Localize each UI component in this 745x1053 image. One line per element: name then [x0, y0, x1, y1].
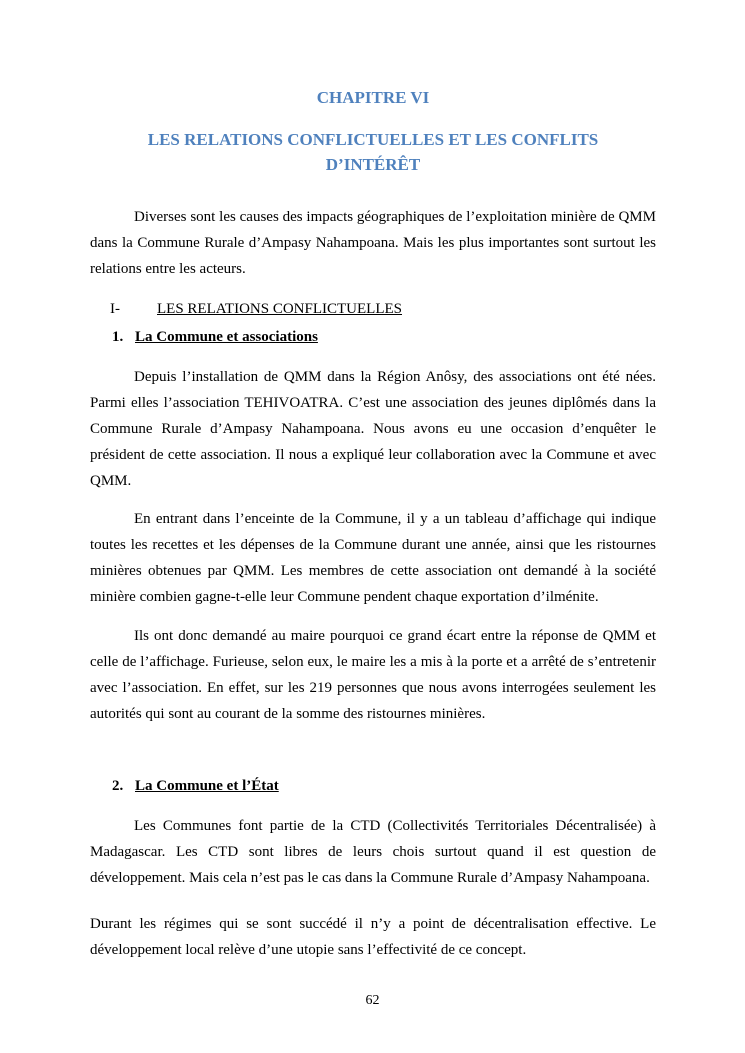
heading-assoc-label: La Commune et associations [135, 329, 318, 345]
heading-roman-label: LES RELATIONS CONFLICTUELLES [157, 301, 402, 317]
heading-etat-number: 2. [112, 778, 124, 794]
heading-commune-etat [112, 776, 656, 796]
heading-etat-label: La Commune et l’État [135, 778, 279, 794]
page-number: 62 [365, 993, 380, 1008]
paragraph-association-1: Depuis l’installation de QMM dans la Région Anôsy, des associations ont été nées. Parmi elles l’association TEHIVOATRA. C’est une association des jeunes diplômés dans la Commune Rurale d’Ampasy Nahampoana. Nous avons eu une occasion d’enquêter le président de cette association. Il nous a expliqué leur collaboration avec la Commune et avec QMM. [90, 369, 656, 489]
paragraph-intro: Diverses sont les causes des impacts géographiques de l’exploitation minière de QMM dans la Commune Rurale d’Ampasy Nahampoana. Mais les plus importantes sont surtout les relations entre les acteurs. [90, 209, 656, 277]
paragraph-etat-1: Les Communes font partie de la CTD (Collectivités Territoriales Décentralisée) à Madagascar. Les CTD sont libres de leurs chois surtout quand il est question de développement. Mais cela n’est pas le cas dans la Commune Rurale d’Ampasy Nahampoana. [90, 818, 656, 886]
paragraph-etat-2: Durant les régimes qui se sont succédé il n’y a point de décentralisation effective. Le développement local relève d’une utopie sans l’effectivité de ce concept. [90, 916, 656, 958]
chapter-title: CHAPITRE VI [316, 88, 430, 107]
heading-commune-associations [112, 327, 656, 347]
paragraph-association-3: Ils ont donc demandé au maire pourquoi ce grand écart entre la réponse de QMM et celle de l’affichage. Furieuse, selon eux, le maire les a mis à la porte et a arrêté de s’entretenir avec l’association. En effet, sur les 219 personnes que nous avons interrogées seulement les autorités qui sont au courant de la somme des ristournes minières. [90, 628, 656, 722]
heading-assoc-number: 1. [112, 329, 124, 345]
chapter-subtitle: LES RELATIONS CONFLICTUELLES ET LES CONFLITS D’INTÉRÊT [147, 130, 599, 174]
heading-roman-numeral: I- [110, 301, 120, 317]
paragraph-association-2: En entrant dans l’enceinte de la Commune, il y a un tableau d’affichage qui indique toutes les recettes et les dépenses de la Commune durant une année, ainsi que les ristournes minières obtenues par QMM. Les membres de cette association ont demandé à la société minière combien gagne-t-elle leur Commune pendent chaque exportation d’ilménite. [90, 511, 656, 605]
heading-relations-conflictuelles [110, 299, 656, 319]
